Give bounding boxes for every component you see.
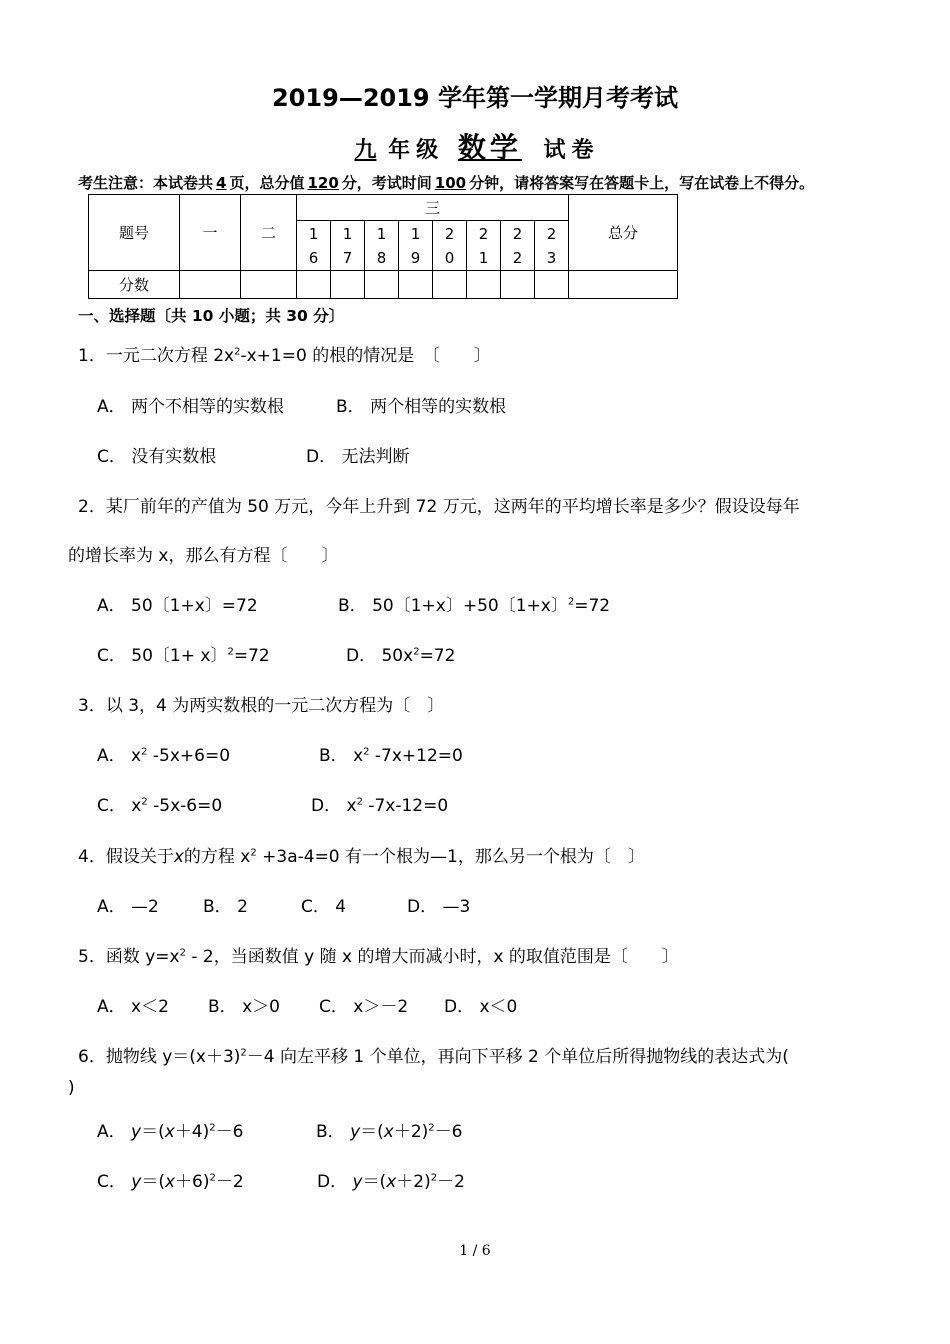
question-3: 3．以 3，4 为两实数根的一元二次方程为〔 〕 xyxy=(78,696,445,716)
q3-option-c: C． $x^2$ -5x-6=0 xyxy=(97,796,223,816)
score-table-q20: 2 0 xyxy=(433,221,467,271)
subject-blank: 数学 xyxy=(457,131,522,164)
score-cell xyxy=(399,271,433,299)
score-table-q18: 1 8 xyxy=(365,221,399,271)
score-table-q22: 2 2 xyxy=(501,221,535,271)
score-cell xyxy=(467,271,501,299)
q5-option-a: A． x＜2 xyxy=(97,997,169,1017)
q6-option-a: A． $y=(x+4)^2-6$ xyxy=(97,1122,244,1142)
score-table-col-3: 三 xyxy=(297,195,569,221)
question-6: 6．抛物线 $y=(x+3)^2-4$ 向左平移 1 个单位，再向下平移 2 个单位后所得抛物线的表达式为( xyxy=(78,1047,789,1067)
q5-option-b: B． x＞0 xyxy=(208,997,280,1017)
score-table-total: 总分 xyxy=(569,195,678,271)
q4-option-a: A． —2 xyxy=(97,897,159,917)
score-table-q16: 1 6 xyxy=(297,221,331,271)
score-table-col-1: 一 xyxy=(180,195,241,271)
score-table xyxy=(88,194,678,299)
score-table-q23: 2 3 xyxy=(535,221,569,271)
score-table-score-label: 分数 xyxy=(89,271,180,299)
q3-option-b: B． $x^2$ -7x+12=0 xyxy=(319,746,463,766)
q5-option-d: D． x＜0 xyxy=(444,997,518,1017)
q2-option-c: C． 50〔1+ x〕$^2$=72 xyxy=(97,646,270,666)
q2-option-a: A． 50〔1+x〕=72 xyxy=(97,596,258,616)
question-1: 1．一元二次方程 $2x^2-x+1=0$ 的根的情况是 〔 〕 xyxy=(78,346,491,366)
question-6-close: ) xyxy=(68,1078,75,1098)
paper-label: 试卷 xyxy=(543,138,600,163)
q6-option-b: B． $y=(x+2)^2-6$ xyxy=(316,1122,463,1142)
score-cell xyxy=(569,271,678,299)
score-cell xyxy=(297,271,331,299)
exam-time: 100 xyxy=(434,174,467,192)
q1-option-d: D． 无法判断 xyxy=(306,447,410,467)
score-cell xyxy=(241,271,297,299)
q6-option-c: C． $y=(x+6)^2-2$ xyxy=(97,1172,244,1192)
exam-subtitle xyxy=(0,126,950,166)
question-5: 5．函数 $y=x^2 - 2$，当函数值 y 随 x 的增大而减小时，x 的取值范围是〔 〕 xyxy=(78,947,679,967)
exam-title: 2019—2019 学年第一学期月考考试 xyxy=(272,84,678,112)
q5-option-c: C． x＞－2 xyxy=(319,997,409,1017)
q4-option-c: C． 4 xyxy=(301,897,347,917)
question-4: 4．假设关于x的方程 $x^2 +3a-4=0$ 有一个根为—1，那么另一个根为〔 〕 xyxy=(78,847,645,867)
score-cell xyxy=(433,271,467,299)
q1-option-a: A． 两个不相等的实数根 xyxy=(97,397,285,417)
exam-notice: 考生注意：本试卷共 4 页，总分值 120 分，考试时间 100 分钟，请将答案写在答题卡上，写在试卷上不得分。 xyxy=(78,174,815,192)
score-cell xyxy=(501,271,535,299)
score-table-col-2: 二 xyxy=(241,195,297,271)
q1-option-c: C． 没有实数根 xyxy=(97,447,217,467)
grade-blank: 九 xyxy=(354,138,377,163)
total-score: 120 xyxy=(307,174,339,192)
q2-option-b: B． 50〔1+x〕+50〔1+x〕$^2$=72 xyxy=(338,596,611,616)
score-cell xyxy=(535,271,569,299)
score-table-q19: 1 9 xyxy=(399,221,433,271)
q4-option-b: B． 2 xyxy=(203,897,248,917)
section-heading: 一、选择题〔共 10 小题；共 30 分〕 xyxy=(78,307,345,325)
q4-option-d: D． —3 xyxy=(407,897,471,917)
q2-option-d: D． $50x^2=72$ xyxy=(346,646,456,666)
q3-option-a: A． $x^2$ -5x+6=0 xyxy=(97,746,231,766)
question-2-line-2: 的增长率为 x，那么有方程〔 〕 xyxy=(68,546,339,566)
q1-option-b: B． 两个相等的实数根 xyxy=(336,397,507,417)
score-table-q17: 1 7 xyxy=(331,221,365,271)
page-number: 1 / 6 xyxy=(459,1243,491,1259)
score-table-q21: 2 1 xyxy=(467,221,501,271)
page-count: 4 xyxy=(216,174,227,192)
question-2-line-1: 2．某厂前年的产值为 50 万元，今年上升到 72 万元，这两年的平均增长率是多少？假设设每年 xyxy=(78,497,800,517)
score-cell xyxy=(180,271,241,299)
grade-suffix: 年级 xyxy=(388,138,445,163)
score-cell xyxy=(365,271,399,299)
q3-option-d: D． $x^2$ -7x-12=0 xyxy=(311,796,449,816)
q6-option-d: D． $y=(x+2)^2-2$ xyxy=(317,1172,465,1192)
score-table-header-label: 题号 xyxy=(89,195,180,271)
score-cell xyxy=(331,271,365,299)
